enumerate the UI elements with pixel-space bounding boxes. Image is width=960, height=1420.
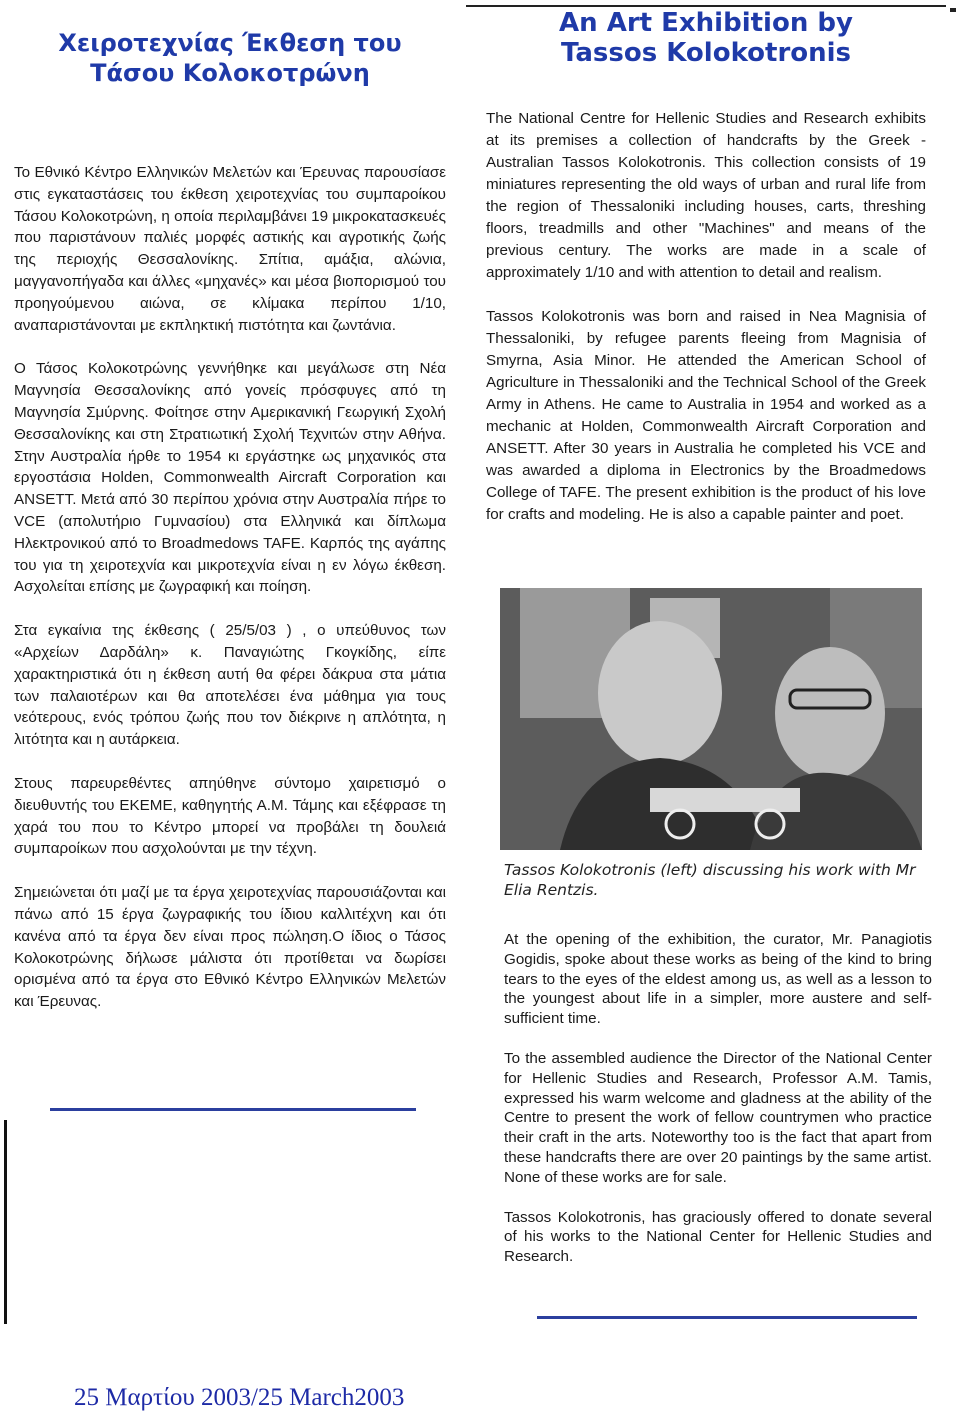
footer-date: 25 Μαρτίου 2003/25 March2003 <box>74 1384 405 1411</box>
english-paragraph-3: At the opening of the exhibition, the curator, Mr. Panagiotis Gogidis, spoke about these works as being of the kind to bring tears to the eyes of the eldest among us, as well as a lesson to the youngest about life in a simpler, more austere and self-sufficient time. <box>504 931 932 1028</box>
edge-mark <box>950 8 956 12</box>
english-column <box>486 0 926 526</box>
left-divider <box>50 1108 416 1111</box>
english-paragraph-4: To the assembled audience the Director of the National Center for Hellenic Studies and Research, Professor A.M. Tamis, expressed his warm welcome and gladness at the ability of the Centre to present the work of fellow countrymen who practice their craft in the arts. Noteworthy too is the fact that apart from these handcrafts there are over 20 paintings by the same artist. None of these works are for sale. <box>504 1049 932 1186</box>
english-paragraph-2: Tassos Kolokotronis was born and raised in Nea Magnisia of Thessaloniki, by refugee parents fleeing from Magnisia of Smyrna, Asia Minor. He attended the American School of Agriculture in Thessaloniki and the Technical School of the Greek Army in Athens. He came to Australia in 1954 and worked as a mechanic at Holden, Commonwealth Aircraft Corporation and ANSETT. After 30 years in Australia he completed his VCE and was awarded a diploma in Electronics by the Broadmedows College of TAFE. The present exhibition is the product of his love for crafts and modeling. He is also a capable painter and poet. <box>486 308 926 523</box>
greek-title: Χειροτεχνίας Έκθεση του Τάσου Κολοκοτρώνη <box>58 29 402 87</box>
english-paragraph-5: Tassos Kolokotronis, has graciously offered to donate several of his works to the National Center for Hellenic Studies and Research. <box>504 1208 932 1266</box>
greek-paragraph-4: Στους παρευρεθέντες απηύθηνε σύντομο χαιρετισμό ο διευθυντής του ΕΚΕΜΕ, καθηγητής Α.Μ. Τάμης και εξέφρασε τη χαρά του που το Κέντρο μπορεί να προβάλει τη δουλειά συμπαροίκων που ασχολούνται με την τέχνη. <box>14 774 446 858</box>
english-lower-column <box>504 930 932 1267</box>
greek-paragraph-3: Στα εγκαίνια της έκθεσης ( 25/5/03 ) , ο υπεύθυνος των «Αρχείων Δαρδάλη» κ. Παναγιώτης Γκογκίδης, είπε χαρακτηριστικά ότι η έκθεση αυτή θα φέρει δάκρυα στα μάτια των παλαιοτέρων και θα αποτελέσει ένα μάθημα για τους νεότερους, ενός τρόπου ζωής που τον διέκρινε η απλότητα, η λιτότητα και η αυτάρκεια. <box>14 622 446 749</box>
english-paragraph-1: The National Centre for Hellenic Studies and Research exhibits at its premises a collection of handcrafts by the Greek - Australian Tassos Kolokotronis. This collection consists of 19 miniatures representing the old ways of urban and rural life from the region of Thessaloniki including houses, carts, threshing floors, treadmills and other "Machines" and means of the previous century. The works are made in a scale of approximately 1/10 and with attention to detail and realism. <box>486 110 926 281</box>
photo-caption: Tassos Kolokotronis (left) discussing his work with Mr Elia Rentzis. <box>504 861 916 899</box>
greek-paragraph-1: Το Εθνικό Κέντρο Ελληνικών Μελετών και Έρευνας παρουσίασε στις εγκαταστάσεις του έκθεση χειροτεχνίας του συμπαροίκου Τάσου Κολοκοτρώνη, η οποία περιλαμβάνει 19 μικροκατασκευές που παριστάνουν παλιές μορφές αστικής και αγροτικής ζωής της περιοχής Θεσσαλονίκης. Σπίτια, αμάξια, αλώνια, μαγγανοπήγαδα και άλλες «μηχανές» και μέσα βιοπορισμού του προηγούμενου αιώνα, σε κλίμακα περίπου 1/10, αναπαριστάνονται με εκπληκτική πιστότητα και ζωντάνια. <box>14 164 446 334</box>
photo-illustration <box>500 588 922 850</box>
greek-column <box>14 20 446 1013</box>
left-margin-bar <box>4 1120 7 1324</box>
exhibition-photo <box>500 588 922 850</box>
greek-paragraph-5: Σημειώνεται ότι μαζί με τα έργα χειροτεχνίας παρουσιάζονται και πάνω από 15 έργα ζωγραφικής του ίδιου καλλιτέχνη και ότι κανένα από τα έργα δεν είναι προς πώληση.Ο ίδιος ο Τάσος Κολοκοτρώνης δήλωσε μάλιστα ότι προτίθεται να δωρίσει ορισμένα από τα έργα στο Εθνικό Κέντρο Ελληνικών Μελετών και Έρευνας. <box>14 884 446 1011</box>
english-title: An Art Exhibition by Tassos Kolokotronis <box>559 8 853 68</box>
right-divider <box>537 1316 917 1319</box>
greek-paragraph-2: Ο Τάσος Κολοκοτρώνης γεννήθηκε και μεγάλωσε στη Νέα Μαγνησία Θεσσαλονίκης από γονείς πρόσφυγες από τη Μαγνησία Σμύρνης. Φοίτησε στην Αμερικανική Γεωργική Σχολή Θεσσαλονίκης και στη Στρατιωτική Σχολή Τεχνιτών στην Αθήνα. Στην Αυστραλία ήρθε το 1954 κι εργάστηκε ως μηχανικός στα εργοστάσια Holden, Commonwealth Aircraft Corporation και ANSETT. Μετά από 30 περίπου χρόνια στην Αυστραλία πήρε το VCE (απολυτήριο Γυμνασίου) στα Ελληνικά και δίπλωμα Ηλεκτρονικού από το Broadmedows TAFE. Καρπός της αγάπης του για τη χειροτεχνία και μικροτεχνία είναι η εν λόγω έκθεση. Ασχολείται επίσης με ζωγραφική και ποίηση. <box>14 360 446 596</box>
